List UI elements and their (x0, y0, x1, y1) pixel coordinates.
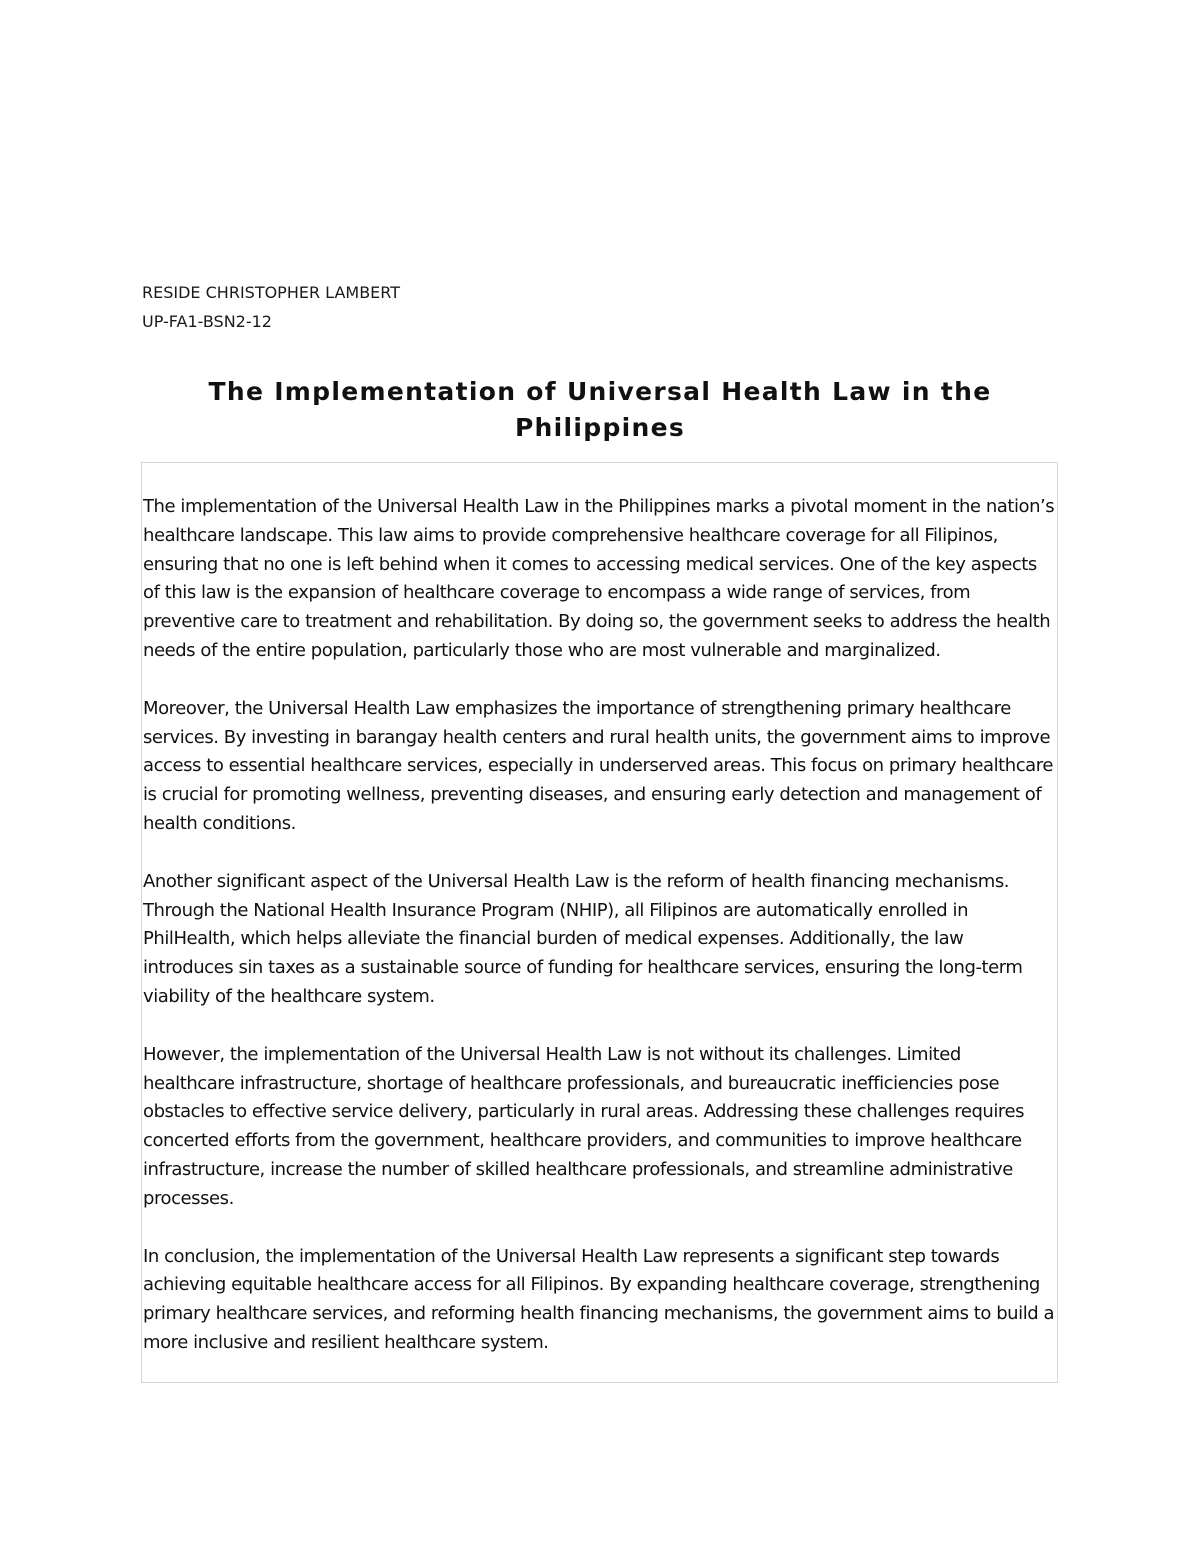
paragraph-4: However, the implementation of the Universal Health Law is not without its challenges. Limited healthcare infrastructure, shortage of healthcare professionals, and bureaucratic inefficiencies pose obstacles to effective service delivery, particularly in rural areas. Addressing these challenges requires concerted efforts from the government, healthcare providers, and communities to improve healthcare infrastructure, increase the number of skilled healthcare professionals, and streamline administrative processes. (143, 1043, 1025, 1209)
paragraph-2: Moreover, the Universal Health Law emphasizes the importance of strengthening primary healthcare services. By investing in barangay health centers and rural health units, the government aims to improve access to essential healthcare services, especially in underserved areas. This focus on primary healthcare is crucial for promoting wellness, preventing diseases, and ensuring early detection and management of health conditions. (143, 697, 1053, 834)
author-name: RESIDE CHRISTOPHER LAMBERT (142, 283, 401, 302)
essay-body-box (141, 462, 1058, 1383)
paragraph-3: Another significant aspect of the Universal Health Law is the reform of health financing mechanisms. Through the National Health Insurance Program (NHIP), all Filipinos are automatically enrolled in PhilHealth, which helps alleviate the financial burden of medical expenses. Additionally, the law introduces sin taxes as a sustainable source of funding for healthcare services, ensuring the long-term viability of the healthcare system. (143, 870, 1023, 1007)
paragraph-1: The implementation of the Universal Health Law in the Philippines marks a pivotal moment in the nation’s healthcare landscape. This law aims to provide comprehensive healthcare coverage for all Filipinos, ensuring that no one is left behind when it comes to accessing medical services. One of the key aspects of this law is the expansion of healthcare coverage to encompass a wide range of services, from preventive care to treatment and rehabilitation. By doing so, the government seeks to address the health needs of the entire population, particularly those who are most vulnerable and marginalized. (143, 496, 1055, 661)
author-block (142, 278, 400, 336)
document-title: The Implementation of Universal Health Law in the Philippines (208, 377, 992, 442)
section-code: UP-FA1-BSN2-12 (142, 312, 272, 331)
paragraph-5: In conclusion, the implementation of the Universal Health Law represents a significant step towards achieving equitable healthcare access for all Filipinos. By expanding healthcare coverage, strengthening primary healthcare services, and reforming health financing mechanisms, the government aims to build a more inclusive and resilient healthcare system. (143, 1245, 1055, 1353)
